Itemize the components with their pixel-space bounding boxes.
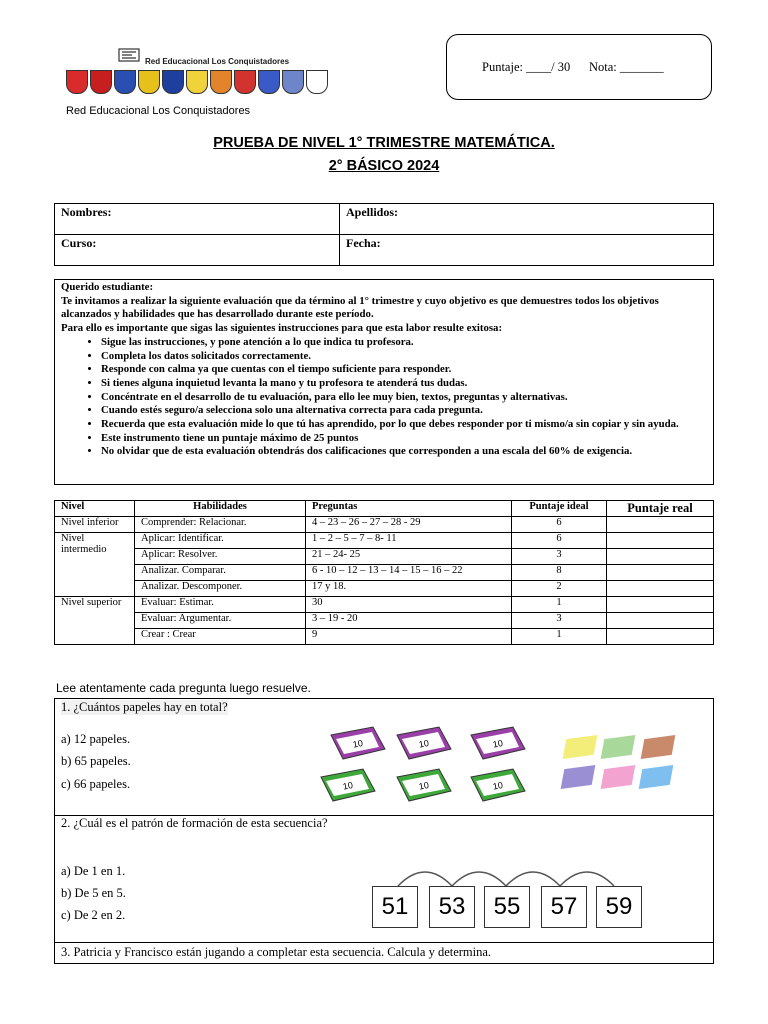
question-2-text: 2. ¿Cuál es el patrón de formación de esta secuencia?: [61, 816, 328, 830]
question-3-text: 3. Patricia y Francisco están jugando a completar esta secuencia. Calcula y determina.: [61, 945, 492, 959]
score-line: [482, 60, 664, 75]
instructions-lead: Para ello es importante que sigas las siguientes instrucciones para que esta labor resulte exitosa:: [61, 322, 503, 335]
pack-label: 10: [492, 780, 504, 792]
skill-cell: Evaluar: Estimar.: [135, 597, 306, 613]
header-real-score: Puntaje real: [607, 501, 714, 517]
table-row: [55, 613, 714, 629]
skill-cell: Comprender: Relacionar.: [135, 517, 306, 533]
list-item: • No olvidar que de esta evaluación obtendrás dos calificaciones que corresponden a una escala del 60% de exigencia.: [101, 445, 707, 459]
pack-label: 10: [418, 738, 430, 750]
paper-sheet-icon: [639, 765, 674, 789]
list-item: • Si tienes alguna inquietud levanta la mano y tu profesora te atenderá tus dudas.: [101, 377, 707, 391]
crest-icon: [90, 70, 112, 94]
skill-cell: Crear : Crear: [135, 629, 306, 645]
skill-cell: Analizar. Comparar.: [135, 565, 306, 581]
q2-option-a[interactable]: a) De 1 en 1.: [61, 864, 126, 878]
name-field[interactable]: Nombres:: [55, 204, 340, 235]
q1-option-b[interactable]: b) 65 papeles.: [61, 754, 131, 768]
crest-icon: [138, 70, 160, 94]
pack-label: 10: [352, 738, 364, 750]
table-row: [55, 565, 714, 581]
real-score-cell[interactable]: [607, 613, 714, 629]
school-crests: [66, 70, 328, 94]
student-info-table: [54, 203, 714, 266]
real-score-cell[interactable]: [607, 629, 714, 645]
header-skills: Habilidades: [135, 501, 306, 517]
list-item: • Concéntrate en el desarrollo de tu evaluación, para ello lee muy bien, textos, preguntas y alternativas.: [101, 391, 707, 405]
instructions-box: [54, 279, 714, 485]
ideal-score-cell: 3: [512, 549, 607, 565]
questions-cell: 9: [306, 629, 512, 645]
course-field[interactable]: Curso:: [55, 235, 340, 266]
list-item: • Sigue las instrucciones, y pone atención a lo que indica tu profesora.: [101, 336, 707, 350]
ideal-score-cell: 3: [512, 613, 607, 629]
paper-pack-green-icon: [317, 765, 379, 805]
questions-cell: 30: [306, 597, 512, 613]
list-item: • Cuando estés seguro/a selecciona solo una alternativa correcta para cada pregunta.: [101, 404, 707, 418]
date-field[interactable]: Fecha:: [340, 235, 714, 266]
sequence-number: 51: [372, 886, 418, 928]
q1-option-a[interactable]: a) 12 papeles.: [61, 732, 131, 746]
levels-table: [54, 500, 714, 645]
test-subtitle: 2° BÁSICO 2024: [328, 158, 440, 174]
q1-option-c[interactable]: c) 66 papeles.: [61, 777, 131, 791]
grade-blank[interactable]: _______: [619, 60, 664, 74]
real-score-cell[interactable]: [607, 597, 714, 613]
table-row: [55, 629, 714, 645]
questions-cell: 6 - 10 – 12 – 13 – 14 – 15 – 16 – 22: [306, 565, 512, 581]
paper-pack-green-icon: [393, 765, 455, 805]
table-row: [55, 549, 714, 565]
list-item: • Completa los datos solicitados correctamente.: [101, 350, 707, 364]
crest-icon: [210, 70, 232, 94]
pack-label: 10: [418, 780, 430, 792]
test-title: PRUEBA DE NIVEL 1° TRIMESTRE MATEMÁTICA.: [213, 135, 555, 151]
score-label: Puntaje:: [482, 60, 523, 74]
ideal-score-cell: 1: [512, 597, 607, 613]
ideal-score-cell: 6: [512, 517, 607, 533]
sequence-number: 53: [429, 886, 475, 928]
table-row: [55, 581, 714, 597]
question-1-box: [54, 698, 714, 816]
q2-option-b[interactable]: b) De 5 en 5.: [61, 886, 126, 900]
crest-icon: [234, 70, 256, 94]
level-cell: Nivel superior: [55, 597, 135, 645]
paper-sheet-icon: [563, 735, 598, 759]
paper-pack-green-icon: [467, 765, 529, 805]
ideal-score-cell: 6: [512, 533, 607, 549]
sequence-number: 55: [484, 886, 530, 928]
network-label: Red Educacional Los Conquistadores: [66, 105, 251, 117]
skill-cell: Evaluar: Argumentar.: [135, 613, 306, 629]
header-ideal-score: Puntaje ideal: [512, 501, 607, 517]
q2-option-c[interactable]: c) De 2 en 2.: [61, 908, 126, 922]
level-cell: Nivel intermedio: [55, 533, 135, 597]
questions-cell: 17 y 18.: [306, 581, 512, 597]
paper-pack-purple-icon: [393, 723, 455, 763]
crest-icon: [186, 70, 208, 94]
crest-icon: [282, 70, 304, 94]
list-item: • Recuerda que esta evaluación mide lo que tú has aprendido, por lo que debes responder por ti mismo/a sin copiar y sin ayuda.: [101, 418, 707, 432]
real-score-cell[interactable]: [607, 549, 714, 565]
paper-sheet-icon: [601, 765, 636, 789]
instructions-list: [61, 336, 707, 459]
skill-cell: Aplicar: Resolver.: [135, 549, 306, 565]
surname-field[interactable]: Apellidos:: [340, 204, 714, 235]
paper-sheet-icon: [641, 735, 676, 759]
grade-label: Nota:: [588, 60, 617, 74]
network-small-label: Red Educacional Los Conquistadores: [145, 57, 290, 66]
skill-cell: Analizar. Descomponer.: [135, 581, 306, 597]
table-row: [55, 533, 714, 549]
pack-label: 10: [492, 738, 504, 750]
sequence-number: 59: [596, 886, 642, 928]
ideal-score-cell: 1: [512, 629, 607, 645]
crest-icon: [114, 70, 136, 94]
instructions-greeting: Querido estudiante:: [61, 281, 154, 293]
real-score-cell[interactable]: [607, 581, 714, 597]
skill-cell: Aplicar: Identificar.: [135, 533, 306, 549]
ideal-score-cell: 8: [512, 565, 607, 581]
network-logo-icon: [118, 48, 140, 62]
table-header-row: [55, 501, 714, 517]
questions-cell: 1 – 2 – 5 – 7 – 8- 11: [306, 533, 512, 549]
level-cell: Nivel inferior: [55, 517, 135, 533]
score-blank[interactable]: ____/ 30: [526, 60, 571, 74]
real-score-cell[interactable]: [607, 517, 714, 533]
crest-icon: [66, 70, 88, 94]
read-instruction: Lee atentamente cada pregunta luego resuelve.: [56, 681, 311, 695]
pack-label: 10: [342, 780, 354, 792]
real-score-cell[interactable]: [607, 565, 714, 581]
crest-icon: [306, 70, 328, 94]
crest-icon: [162, 70, 184, 94]
crest-icon: [258, 70, 280, 94]
list-item: • Responde con calma ya que cuentas con el tiempo suficiente para responder.: [101, 363, 707, 377]
sequence-number: 57: [541, 886, 587, 928]
table-row: [55, 517, 714, 533]
questions-cell: 4 – 23 – 26 – 27 – 28 - 29: [306, 517, 512, 533]
list-item: • Este instrumento tiene un puntaje máximo de 25 puntos: [101, 432, 707, 446]
paper-pack-purple-icon: [327, 723, 389, 763]
paper-sheet-icon: [561, 765, 596, 789]
question-1-text: 1. ¿Cuántos papeles hay en total?: [61, 700, 228, 714]
ideal-score-cell: 2: [512, 581, 607, 597]
header-level: Nivel: [55, 501, 135, 517]
header-questions: Preguntas: [306, 501, 512, 517]
instructions-intro: Te invitamos a realizar la siguiente evaluación que da término al 1° trimestre y cuyo objetivo es que demuestres todos los objetivos alcanzados y habilidades que has desarrollado durante este período.: [61, 294, 659, 321]
questions-cell: 21 – 24- 25: [306, 549, 512, 565]
paper-sheet-icon: [601, 735, 636, 759]
sequence-arcs: [370, 862, 650, 888]
questions-cell: 3 – 19 - 20: [306, 613, 512, 629]
question-3-box: [54, 942, 714, 964]
real-score-cell[interactable]: [607, 533, 714, 549]
table-row: [55, 597, 714, 613]
paper-pack-purple-icon: [467, 723, 529, 763]
